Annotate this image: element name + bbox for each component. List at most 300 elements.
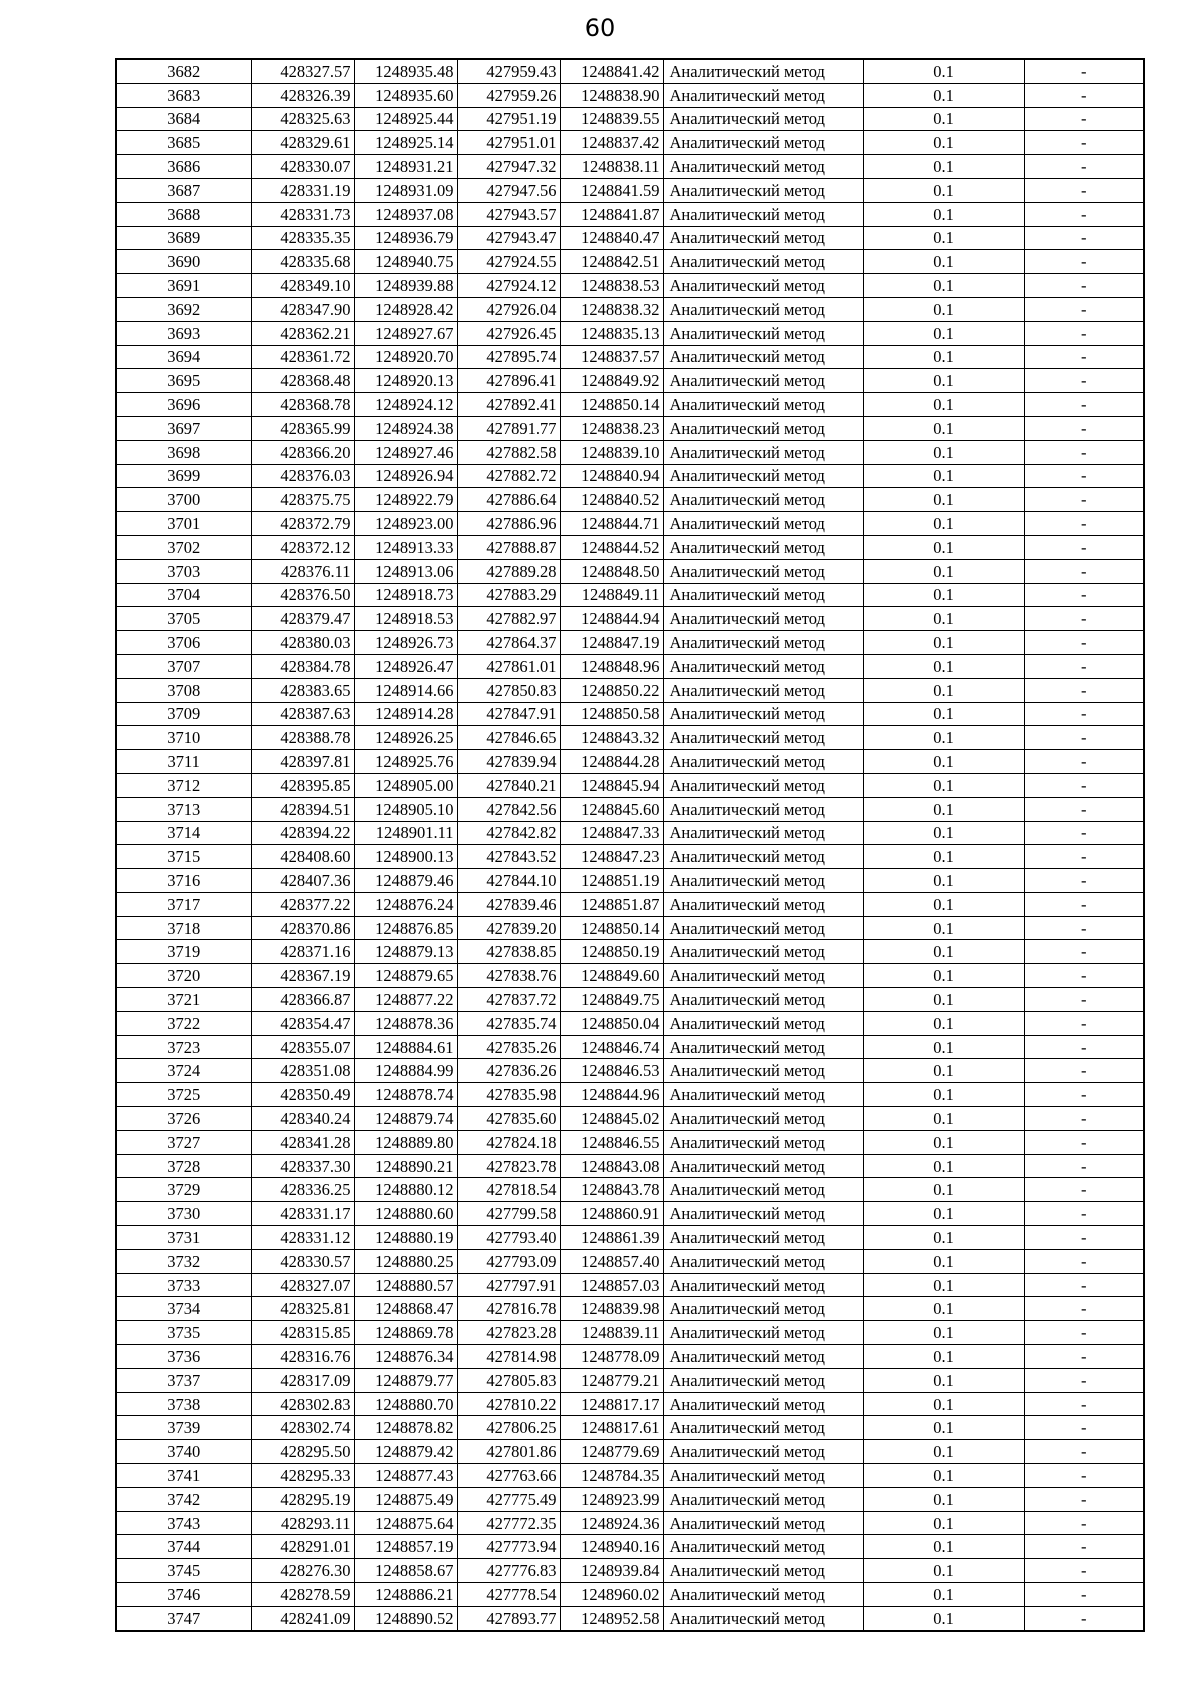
accuracy-cell: 0.1	[863, 845, 1024, 869]
y2-cell: 1248842.51	[560, 250, 663, 274]
point-id-cell: 3741	[116, 1464, 251, 1488]
table-row	[116, 1249, 1144, 1273]
y2-cell: 1248840.47	[560, 226, 663, 250]
note-cell: -	[1024, 202, 1144, 226]
method-cell: Аналитический метод	[663, 464, 863, 488]
method-cell: Аналитический метод	[663, 821, 863, 845]
accuracy-cell: 0.1	[863, 416, 1024, 440]
point-id-cell: 3708	[116, 678, 251, 702]
accuracy-cell: 0.1	[863, 107, 1024, 131]
point-id-cell: 3738	[116, 1392, 251, 1416]
y1-cell: 1248890.52	[354, 1606, 457, 1630]
point-id-cell: 3694	[116, 345, 251, 369]
y1-cell: 1248880.57	[354, 1273, 457, 1297]
point-id-cell: 3710	[116, 726, 251, 750]
x1-cell: 428379.47	[251, 607, 354, 631]
table-row	[116, 345, 1144, 369]
method-cell: Аналитический метод	[663, 1178, 863, 1202]
x2-cell: 427773.94	[457, 1535, 560, 1559]
x2-cell: 427776.83	[457, 1559, 560, 1583]
method-cell: Аналитический метод	[663, 1535, 863, 1559]
accuracy-cell: 0.1	[863, 750, 1024, 774]
method-cell: Аналитический метод	[663, 274, 863, 298]
table-row	[116, 131, 1144, 155]
accuracy-cell: 0.1	[863, 1083, 1024, 1107]
point-id-cell: 3706	[116, 631, 251, 655]
y2-cell: 1248940.16	[560, 1535, 663, 1559]
accuracy-cell: 0.1	[863, 226, 1024, 250]
point-id-cell: 3715	[116, 845, 251, 869]
point-id-cell: 3684	[116, 107, 251, 131]
note-cell: -	[1024, 512, 1144, 536]
x1-cell: 428376.11	[251, 559, 354, 583]
table-row	[116, 250, 1144, 274]
table-row	[116, 1059, 1144, 1083]
point-id-cell: 3701	[116, 512, 251, 536]
point-id-cell: 3686	[116, 155, 251, 179]
method-cell: Аналитический метод	[663, 59, 863, 83]
method-cell: Аналитический метод	[663, 559, 863, 583]
x1-cell: 428361.72	[251, 345, 354, 369]
x2-cell: 427810.22	[457, 1392, 560, 1416]
y2-cell: 1248845.02	[560, 1107, 663, 1131]
x2-cell: 427895.74	[457, 345, 560, 369]
method-cell: Аналитический метод	[663, 345, 863, 369]
x2-cell: 427823.78	[457, 1154, 560, 1178]
note-cell: -	[1024, 250, 1144, 274]
x2-cell: 427839.94	[457, 750, 560, 774]
point-id-cell: 3707	[116, 654, 251, 678]
x1-cell: 428375.75	[251, 488, 354, 512]
note-cell: -	[1024, 750, 1144, 774]
table-row	[116, 821, 1144, 845]
y2-cell: 1248817.17	[560, 1392, 663, 1416]
x1-cell: 428384.78	[251, 654, 354, 678]
y2-cell: 1248850.04	[560, 1011, 663, 1035]
method-cell: Аналитический метод	[663, 583, 863, 607]
x1-cell: 428330.57	[251, 1249, 354, 1273]
x1-cell: 428302.83	[251, 1392, 354, 1416]
method-cell: Аналитический метод	[663, 916, 863, 940]
y2-cell: 1248850.22	[560, 678, 663, 702]
point-id-cell: 3722	[116, 1011, 251, 1035]
x2-cell: 427824.18	[457, 1130, 560, 1154]
table-row	[116, 583, 1144, 607]
table-row	[116, 393, 1144, 417]
note-cell: -	[1024, 1178, 1144, 1202]
x1-cell: 428395.85	[251, 773, 354, 797]
y2-cell: 1248838.53	[560, 274, 663, 298]
accuracy-cell: 0.1	[863, 869, 1024, 893]
point-id-cell: 3702	[116, 535, 251, 559]
note-cell: -	[1024, 631, 1144, 655]
y1-cell: 1248879.42	[354, 1440, 457, 1464]
method-cell: Аналитический метод	[663, 1606, 863, 1630]
coordinates-table	[115, 58, 1145, 1632]
y1-cell: 1248876.34	[354, 1345, 457, 1369]
x2-cell: 427864.37	[457, 631, 560, 655]
y2-cell: 1248857.03	[560, 1273, 663, 1297]
y2-cell: 1248848.96	[560, 654, 663, 678]
x1-cell: 428316.76	[251, 1345, 354, 1369]
y1-cell: 1248900.13	[354, 845, 457, 869]
y1-cell: 1248926.25	[354, 726, 457, 750]
note-cell: -	[1024, 1559, 1144, 1583]
y2-cell: 1248857.40	[560, 1249, 663, 1273]
x2-cell: 427882.58	[457, 440, 560, 464]
table-row	[116, 226, 1144, 250]
x1-cell: 428368.48	[251, 369, 354, 393]
y1-cell: 1248937.08	[354, 202, 457, 226]
accuracy-cell: 0.1	[863, 1321, 1024, 1345]
accuracy-cell: 0.1	[863, 1035, 1024, 1059]
note-cell: -	[1024, 583, 1144, 607]
x2-cell: 427886.96	[457, 512, 560, 536]
y2-cell: 1248847.33	[560, 821, 663, 845]
x1-cell: 428351.08	[251, 1059, 354, 1083]
accuracy-cell: 0.1	[863, 1559, 1024, 1583]
y2-cell: 1248841.59	[560, 178, 663, 202]
y2-cell: 1248778.09	[560, 1345, 663, 1369]
y2-cell: 1248850.19	[560, 940, 663, 964]
table-row	[116, 274, 1144, 298]
method-cell: Аналитический метод	[663, 1202, 863, 1226]
x1-cell: 428278.59	[251, 1583, 354, 1607]
y1-cell: 1248926.94	[354, 464, 457, 488]
y2-cell: 1248838.23	[560, 416, 663, 440]
note-cell: -	[1024, 107, 1144, 131]
note-cell: -	[1024, 559, 1144, 583]
accuracy-cell: 0.1	[863, 369, 1024, 393]
method-cell: Аналитический метод	[663, 131, 863, 155]
method-cell: Аналитический метод	[663, 1083, 863, 1107]
note-cell: -	[1024, 321, 1144, 345]
x1-cell: 428355.07	[251, 1035, 354, 1059]
x2-cell: 427793.09	[457, 1249, 560, 1273]
method-cell: Аналитический метод	[663, 250, 863, 274]
note-cell: -	[1024, 155, 1144, 179]
note-cell: -	[1024, 1202, 1144, 1226]
table-row	[116, 1154, 1144, 1178]
table-row	[116, 440, 1144, 464]
point-id-cell: 3728	[116, 1154, 251, 1178]
x1-cell: 428331.12	[251, 1226, 354, 1250]
accuracy-cell: 0.1	[863, 1154, 1024, 1178]
table-row	[116, 559, 1144, 583]
note-cell: -	[1024, 1226, 1144, 1250]
note-cell: -	[1024, 1083, 1144, 1107]
method-cell: Аналитический метод	[663, 678, 863, 702]
note-cell: -	[1024, 702, 1144, 726]
accuracy-cell: 0.1	[863, 1606, 1024, 1630]
point-id-cell: 3727	[116, 1130, 251, 1154]
table-row	[116, 845, 1144, 869]
y1-cell: 1248889.80	[354, 1130, 457, 1154]
point-id-cell: 3692	[116, 297, 251, 321]
y2-cell: 1248843.78	[560, 1178, 663, 1202]
accuracy-cell: 0.1	[863, 892, 1024, 916]
point-id-cell: 3697	[116, 416, 251, 440]
note-cell: -	[1024, 416, 1144, 440]
accuracy-cell: 0.1	[863, 1178, 1024, 1202]
y1-cell: 1248876.24	[354, 892, 457, 916]
note-cell: -	[1024, 274, 1144, 298]
y1-cell: 1248879.77	[354, 1368, 457, 1392]
point-id-cell: 3739	[116, 1416, 251, 1440]
point-id-cell: 3744	[116, 1535, 251, 1559]
table-row	[116, 654, 1144, 678]
x1-cell: 428367.19	[251, 964, 354, 988]
y2-cell: 1248844.28	[560, 750, 663, 774]
method-cell: Аналитический метод	[663, 1107, 863, 1131]
accuracy-cell: 0.1	[863, 988, 1024, 1012]
x1-cell: 428408.60	[251, 845, 354, 869]
method-cell: Аналитический метод	[663, 1249, 863, 1273]
note-cell: -	[1024, 464, 1144, 488]
y1-cell: 1248905.10	[354, 797, 457, 821]
method-cell: Аналитический метод	[663, 1059, 863, 1083]
note-cell: -	[1024, 607, 1144, 631]
y1-cell: 1248924.12	[354, 393, 457, 417]
method-cell: Аналитический метод	[663, 297, 863, 321]
accuracy-cell: 0.1	[863, 1249, 1024, 1273]
note-cell: -	[1024, 1392, 1144, 1416]
table-row	[116, 1202, 1144, 1226]
note-cell: -	[1024, 393, 1144, 417]
table-row	[116, 1487, 1144, 1511]
y2-cell: 1248849.92	[560, 369, 663, 393]
x2-cell: 427799.58	[457, 1202, 560, 1226]
table-row	[116, 297, 1144, 321]
accuracy-cell: 0.1	[863, 1368, 1024, 1392]
y1-cell: 1248927.46	[354, 440, 457, 464]
y2-cell: 1248841.87	[560, 202, 663, 226]
y1-cell: 1248926.47	[354, 654, 457, 678]
y1-cell: 1248922.79	[354, 488, 457, 512]
y2-cell: 1248850.58	[560, 702, 663, 726]
note-cell: -	[1024, 488, 1144, 512]
note-cell: -	[1024, 1606, 1144, 1630]
table-row	[116, 512, 1144, 536]
note-cell: -	[1024, 1297, 1144, 1321]
x2-cell: 427959.26	[457, 83, 560, 107]
table-row	[116, 1035, 1144, 1059]
table-row	[116, 964, 1144, 988]
accuracy-cell: 0.1	[863, 1226, 1024, 1250]
x2-cell: 427797.91	[457, 1273, 560, 1297]
accuracy-cell: 0.1	[863, 583, 1024, 607]
accuracy-cell: 0.1	[863, 1297, 1024, 1321]
y2-cell: 1248840.94	[560, 464, 663, 488]
table-row	[116, 750, 1144, 774]
y1-cell: 1248877.43	[354, 1464, 457, 1488]
note-cell: -	[1024, 535, 1144, 559]
note-cell: -	[1024, 678, 1144, 702]
accuracy-cell: 0.1	[863, 1107, 1024, 1131]
y1-cell: 1248880.19	[354, 1226, 457, 1250]
point-id-cell: 3725	[116, 1083, 251, 1107]
method-cell: Аналитический метод	[663, 631, 863, 655]
accuracy-cell: 0.1	[863, 1416, 1024, 1440]
accuracy-cell: 0.1	[863, 488, 1024, 512]
x2-cell: 427805.83	[457, 1368, 560, 1392]
note-cell: -	[1024, 226, 1144, 250]
table-row	[116, 869, 1144, 893]
method-cell: Аналитический метод	[663, 797, 863, 821]
x2-cell: 427943.57	[457, 202, 560, 226]
x2-cell: 427835.60	[457, 1107, 560, 1131]
x2-cell: 427959.43	[457, 59, 560, 83]
point-id-cell: 3693	[116, 321, 251, 345]
method-cell: Аналитический метод	[663, 393, 863, 417]
y1-cell: 1248936.79	[354, 226, 457, 250]
point-id-cell: 3726	[116, 1107, 251, 1131]
x1-cell: 428383.65	[251, 678, 354, 702]
y1-cell: 1248886.21	[354, 1583, 457, 1607]
x2-cell: 427893.77	[457, 1606, 560, 1630]
x2-cell: 427835.98	[457, 1083, 560, 1107]
accuracy-cell: 0.1	[863, 440, 1024, 464]
table-row	[116, 1535, 1144, 1559]
accuracy-cell: 0.1	[863, 940, 1024, 964]
y1-cell: 1248935.60	[354, 83, 457, 107]
y1-cell: 1248876.85	[354, 916, 457, 940]
note-cell: -	[1024, 1249, 1144, 1273]
point-id-cell: 3729	[116, 1178, 251, 1202]
accuracy-cell: 0.1	[863, 1273, 1024, 1297]
point-id-cell: 3698	[116, 440, 251, 464]
accuracy-cell: 0.1	[863, 345, 1024, 369]
y2-cell: 1248848.50	[560, 559, 663, 583]
y2-cell: 1248837.57	[560, 345, 663, 369]
y2-cell: 1248844.96	[560, 1083, 663, 1107]
method-cell: Аналитический метод	[663, 1464, 863, 1488]
accuracy-cell: 0.1	[863, 1464, 1024, 1488]
x1-cell: 428407.36	[251, 869, 354, 893]
x1-cell: 428291.01	[251, 1535, 354, 1559]
x1-cell: 428295.33	[251, 1464, 354, 1488]
x1-cell: 428336.25	[251, 1178, 354, 1202]
point-id-cell: 3712	[116, 773, 251, 797]
y2-cell: 1248835.13	[560, 321, 663, 345]
y1-cell: 1248858.67	[354, 1559, 457, 1583]
method-cell: Аналитический метод	[663, 1392, 863, 1416]
x2-cell: 427886.64	[457, 488, 560, 512]
x2-cell: 427847.91	[457, 702, 560, 726]
accuracy-cell: 0.1	[863, 726, 1024, 750]
y1-cell: 1248913.06	[354, 559, 457, 583]
accuracy-cell: 0.1	[863, 1392, 1024, 1416]
point-id-cell: 3696	[116, 393, 251, 417]
x2-cell: 427814.98	[457, 1345, 560, 1369]
table-row	[116, 916, 1144, 940]
table-row	[116, 797, 1144, 821]
y2-cell: 1248849.11	[560, 583, 663, 607]
method-cell: Аналитический метод	[663, 202, 863, 226]
note-cell: -	[1024, 297, 1144, 321]
y2-cell: 1248784.35	[560, 1464, 663, 1488]
accuracy-cell: 0.1	[863, 535, 1024, 559]
x1-cell: 428325.81	[251, 1297, 354, 1321]
table-row	[116, 726, 1144, 750]
table-row	[116, 1130, 1144, 1154]
x1-cell: 428330.07	[251, 155, 354, 179]
method-cell: Аналитический метод	[663, 321, 863, 345]
x2-cell: 427892.41	[457, 393, 560, 417]
table-row	[116, 1392, 1144, 1416]
point-id-cell: 3746	[116, 1583, 251, 1607]
table-row	[116, 535, 1144, 559]
x1-cell: 428329.61	[251, 131, 354, 155]
method-cell: Аналитический метод	[663, 1297, 863, 1321]
x1-cell: 428241.09	[251, 1606, 354, 1630]
x2-cell: 427850.83	[457, 678, 560, 702]
y2-cell: 1248817.61	[560, 1416, 663, 1440]
y1-cell: 1248925.44	[354, 107, 457, 131]
accuracy-cell: 0.1	[863, 1059, 1024, 1083]
method-cell: Аналитический метод	[663, 892, 863, 916]
y2-cell: 1248843.32	[560, 726, 663, 750]
y1-cell: 1248926.73	[354, 631, 457, 655]
note-cell: -	[1024, 178, 1144, 202]
point-id-cell: 3719	[116, 940, 251, 964]
y2-cell: 1248952.58	[560, 1606, 663, 1630]
accuracy-cell: 0.1	[863, 1130, 1024, 1154]
point-id-cell: 3717	[116, 892, 251, 916]
x2-cell: 427882.72	[457, 464, 560, 488]
y2-cell: 1248844.52	[560, 535, 663, 559]
note-cell: -	[1024, 1011, 1144, 1035]
y2-cell: 1248840.52	[560, 488, 663, 512]
y2-cell: 1248839.11	[560, 1321, 663, 1345]
method-cell: Аналитический метод	[663, 773, 863, 797]
accuracy-cell: 0.1	[863, 393, 1024, 417]
note-cell: -	[1024, 964, 1144, 988]
table-body	[116, 59, 1144, 1631]
table-row	[116, 773, 1144, 797]
point-id-cell: 3718	[116, 916, 251, 940]
accuracy-cell: 0.1	[863, 1511, 1024, 1535]
y1-cell: 1248914.28	[354, 702, 457, 726]
table-row	[116, 202, 1144, 226]
note-cell: -	[1024, 892, 1144, 916]
note-cell: -	[1024, 654, 1144, 678]
y1-cell: 1248931.21	[354, 155, 457, 179]
table-row	[116, 1368, 1144, 1392]
x2-cell: 427835.26	[457, 1035, 560, 1059]
y2-cell: 1248849.60	[560, 964, 663, 988]
method-cell: Аналитический метод	[663, 1345, 863, 1369]
note-cell: -	[1024, 345, 1144, 369]
method-cell: Аналитический метод	[663, 1487, 863, 1511]
y2-cell: 1248844.94	[560, 607, 663, 631]
y1-cell: 1248901.11	[354, 821, 457, 845]
y1-cell: 1248905.00	[354, 773, 457, 797]
table-row	[116, 1273, 1144, 1297]
x1-cell: 428376.50	[251, 583, 354, 607]
y2-cell: 1248837.42	[560, 131, 663, 155]
y1-cell: 1248879.46	[354, 869, 457, 893]
y1-cell: 1248877.22	[354, 988, 457, 1012]
table-row	[116, 416, 1144, 440]
x1-cell: 428397.81	[251, 750, 354, 774]
table-row	[116, 369, 1144, 393]
point-id-cell: 3714	[116, 821, 251, 845]
x2-cell: 427943.47	[457, 226, 560, 250]
method-cell: Аналитический метод	[663, 369, 863, 393]
x1-cell: 428335.68	[251, 250, 354, 274]
x2-cell: 427836.26	[457, 1059, 560, 1083]
